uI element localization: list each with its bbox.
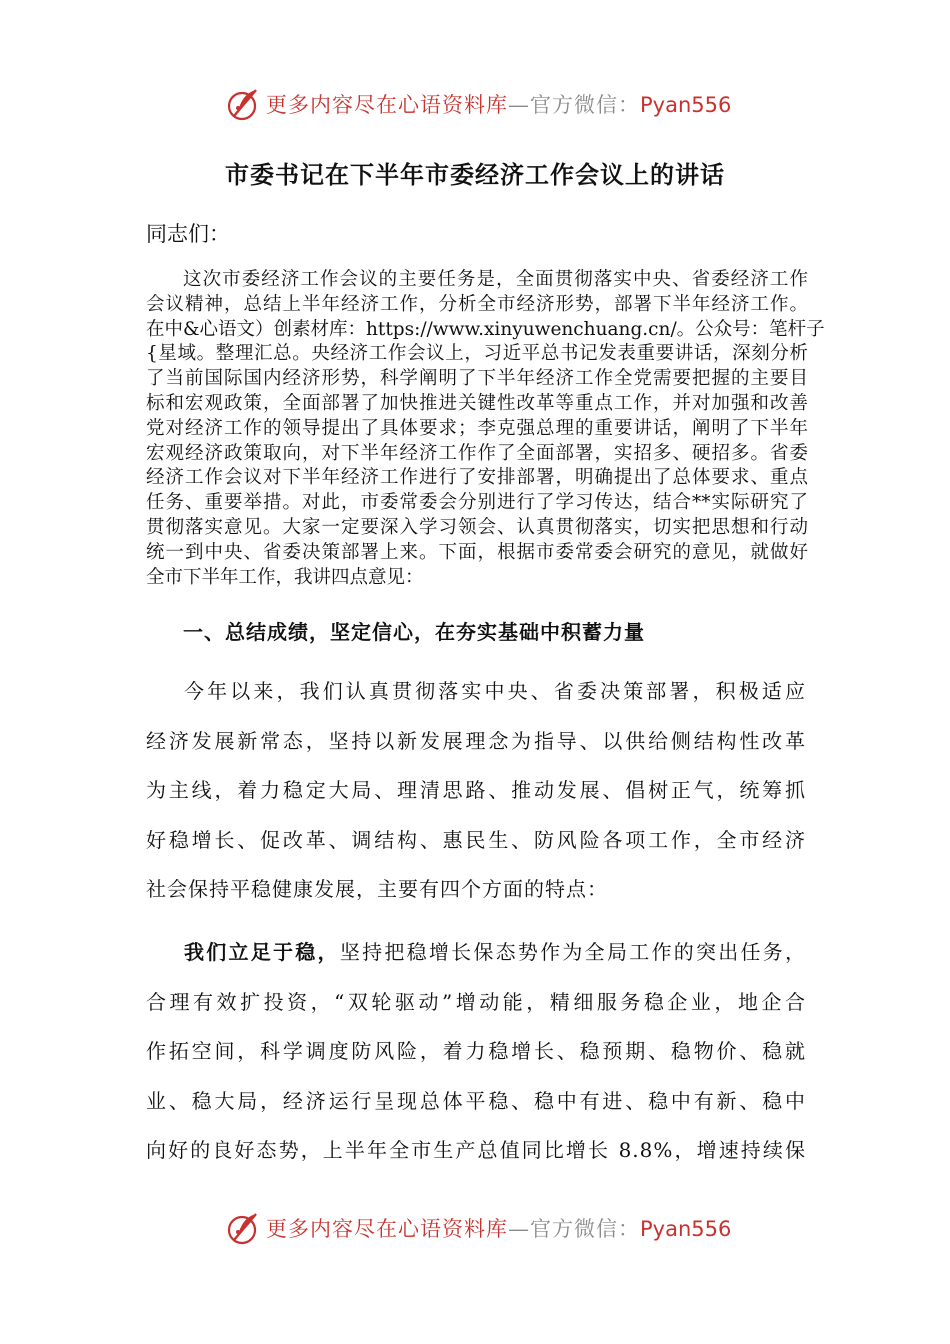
intro-line: 统一到中央、省委决策部署上来。下面，根据市委常委会研究的意见，就做好 bbox=[146, 541, 808, 563]
section1-line: 好稳增长、促改革、调结构、惠民生、防风险各项工作，全市经济 bbox=[146, 827, 806, 852]
intro-line: {星域。整理汇总。央经济工作会议上，习近平总书记发表重要讲话，深刻分析 bbox=[146, 343, 808, 365]
quill-logo-icon bbox=[226, 86, 262, 122]
section-heading: 一、总结成绩，坚定信心，在夯实基础中积蓄力量 bbox=[183, 620, 645, 644]
document-title: 市委书记在下半年市委经济工作会议上的讲话 bbox=[225, 160, 725, 189]
section1-line: 为主线，着力稳定大局、理清思路、推动发展、倡树正气，统筹抓 bbox=[146, 778, 806, 803]
quill-logo-icon bbox=[226, 1210, 262, 1246]
intro-line: 党对经济工作的领导提出了具体要求；李克强总理的重要讲话，阐明了下半年 bbox=[146, 417, 808, 439]
section1-paragraph bbox=[146, 667, 806, 915]
intro-line: 标和宏观政策，全面部署了加快推进关键性改革等重点工作，并对加强和改善 bbox=[146, 392, 808, 414]
intro-line: 这次市委经济工作会议的主要任务是，全面贯彻落实中央、省委经济工作 bbox=[183, 269, 808, 290]
banner-gray-text: —官方微信： bbox=[508, 93, 640, 117]
intro-paragraph bbox=[146, 268, 825, 590]
point1-paragraph bbox=[146, 928, 806, 1176]
section1-line: 社会保持平稳健康发展，主要有四个方面的特点： bbox=[146, 877, 608, 902]
banner-red-text: 更多内容尽在心语资料库 bbox=[266, 1217, 508, 1241]
banner-gray-text: —官方微信： bbox=[508, 1217, 640, 1241]
banner-wechat-id: Pyan556 bbox=[640, 1217, 732, 1241]
intro-line: 在中&心语文）创素材库：https://www.xinyuwenchuang.cn/。公众号：笔杆子 bbox=[146, 318, 825, 340]
intro-line: 经济工作会议对下半年经济工作进行了安排部署，明确提出了总体要求、重点 bbox=[146, 467, 808, 489]
intro-line: 会议精神，总结上半年经济工作，分析全市经济形势，部署下半年经济工作。 bbox=[146, 293, 808, 315]
intro-line: 全市下半年工作，我讲四点意见： bbox=[146, 566, 424, 588]
footer-banner bbox=[0, 1208, 950, 1248]
section1-line: 经济发展新常态，坚持以新发展理念为指导、以供给侧结构性改革 bbox=[146, 728, 806, 753]
point1-line: 向好的良好态势，上半年全市生产总值同比增长 8.8%，增速持续保 bbox=[146, 1138, 806, 1163]
point1-line: 作拓空间，科学调度防风险，着力稳增长、稳预期、稳物价、稳就 bbox=[146, 1039, 806, 1064]
banner-text bbox=[266, 1213, 731, 1243]
point1-first-line bbox=[146, 928, 806, 978]
intro-line: 任务、重要举措。对此，市委常委会分别进行了学习传达，结合**实际研究了 bbox=[146, 492, 808, 514]
banner-text bbox=[266, 89, 731, 119]
point1-line: 合理有效扩投资，“双轮驱动”增动能，精细服务稳企业，地企合 bbox=[146, 989, 806, 1014]
point1-line: 业、稳大局，经济运行呈现总体平稳、稳中有进、稳中有新、稳中 bbox=[146, 1088, 806, 1113]
header-banner bbox=[0, 84, 950, 124]
point1-bold-lead: 我们立足于稳， bbox=[184, 940, 340, 964]
intro-line: 贯彻落实意见。大家一定要深入学习领会、认真贯彻落实，切实把思想和行动 bbox=[146, 516, 808, 538]
greeting: 同志们： bbox=[146, 222, 230, 246]
section1-line: 今年以来，我们认真贯彻落实中央、省委决策部署，积极适应 bbox=[184, 679, 806, 703]
banner-red-text: 更多内容尽在心语资料库 bbox=[266, 93, 508, 117]
intro-line: 了当前国际国内经济形势，科学阐明了下半年经济工作全党需要把握的主要目 bbox=[146, 368, 808, 390]
intro-line: 宏观经济政策取向，对下半年经济工作作了全面部署，实招多、硬招多。省委 bbox=[146, 442, 808, 464]
banner-wechat-id: Pyan556 bbox=[640, 93, 732, 117]
point1-first-line-text: 坚持把稳增长保态势作为全局工作的突出任务， bbox=[339, 940, 807, 964]
